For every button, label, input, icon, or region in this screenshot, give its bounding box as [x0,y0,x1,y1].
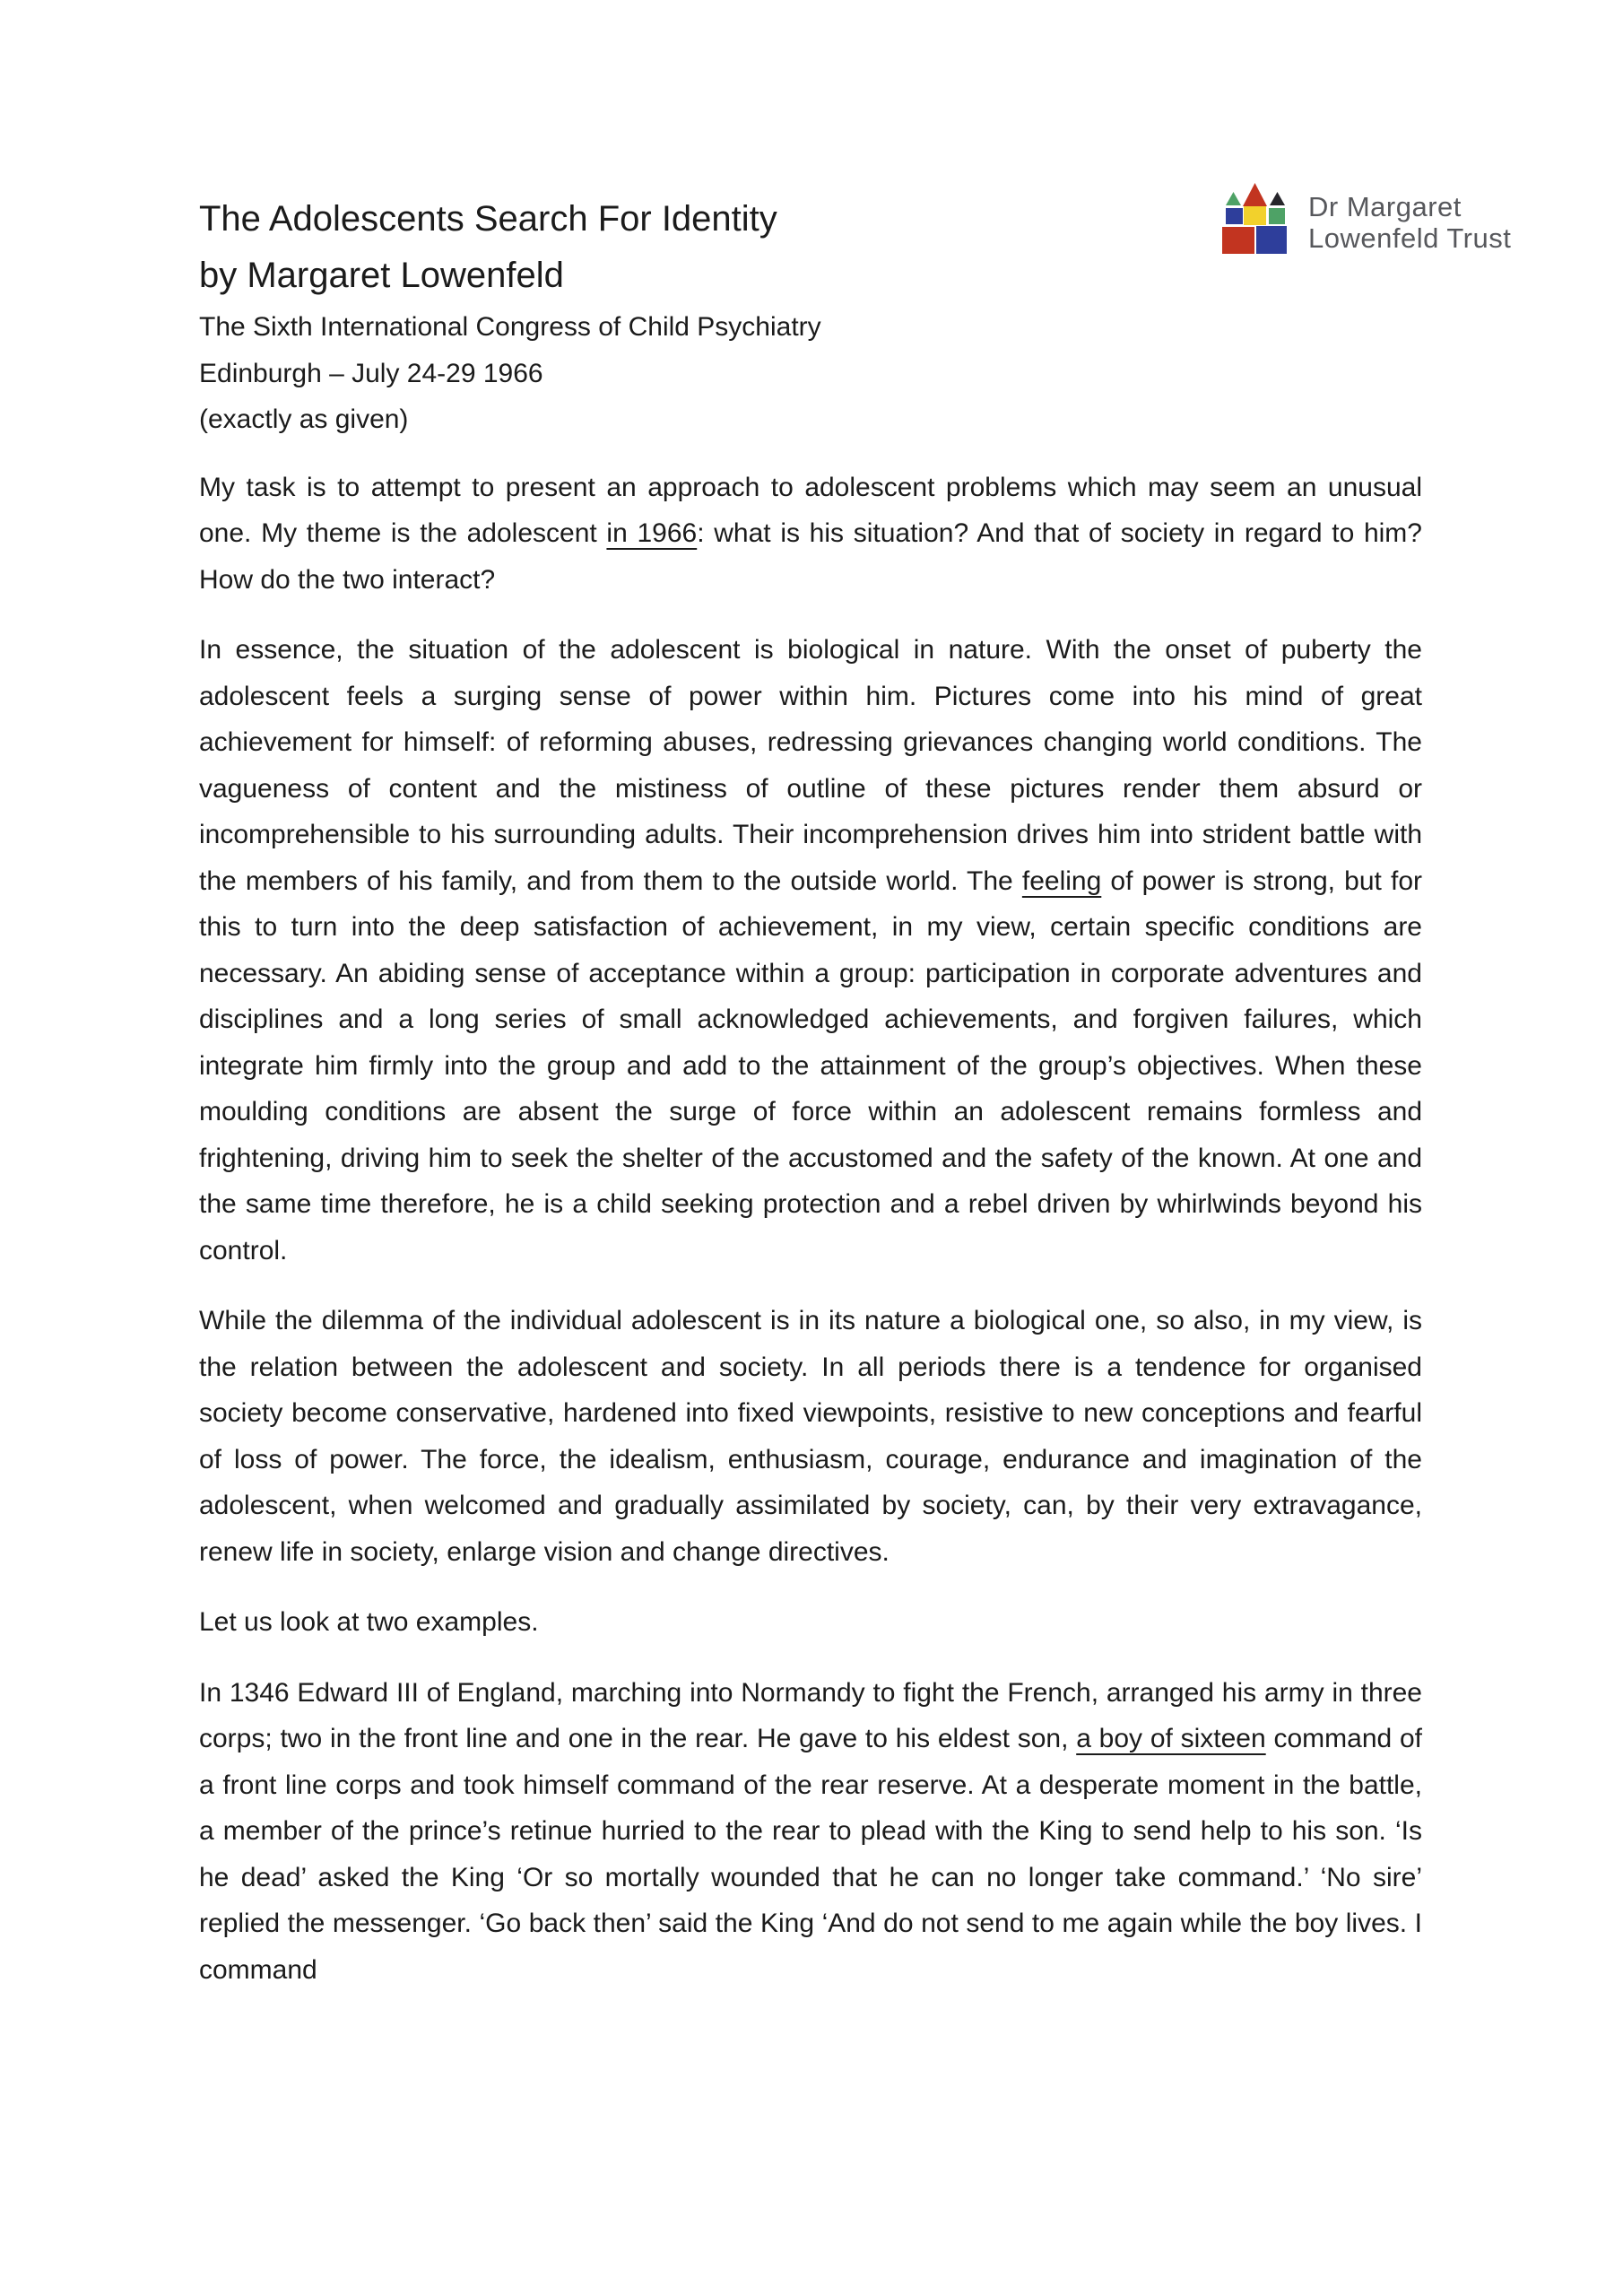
underlined-text: a boy of sixteen [1076,1724,1266,1753]
paragraph-2: In essence, the situation of the adolescent is biological in nature. With the onset of puberty the adolescent feels a surging sense of power within him. Pictures come into his mind of great achievement for himself: of reforming abuses, redressing grievances changing world conditions. The vagueness of content and the mistiness of outline of these pictures render them absurd or incomprehensible to his surrounding adults. Their incomprehension drives him into strident battle with the members of his family, and from them to the outside world. The feeling of power is strong, but for this to turn into the deep satisfaction of achievement, in my view, certain specific conditions are necessary. An abiding sense of acceptance within a group: participation in corporate adventures and disciplines and a long series of small acknowledged achievements, and forgiven failures, which integrate him firmly into the group and add to the attainment of the group’s objectives. When these moulding conditions are absent the surge of force within an adolescent remains formless and frightening, driving him to seek the shelter of the accustomed and the safety of the known. At one and the same time therefore, he is a child seeking protection and a rebel driven by whirlwinds beyond his control. [199,635,1422,1265]
document-content [199,191,1422,1993]
location-date-line: Edinburgh – July 24-29 1966 [199,358,543,388]
underlined-text: in 1966 [606,518,698,548]
paragraph-4: Let us look at two examples. [199,1607,539,1637]
logo-text-line1: Dr Margaret [1308,191,1462,222]
paragraph-3: While the dilemma of the individual adolescent is in its nature a biological one, so also, in my view, is the relation between the adolescent and society. In all periods there is a tendence for organised society become conservative, hardened into fixed viewpoints, resistive to new conceptions and fearful of loss of power. The force, the idealism, enthusiasm, courage, endurance and imagination of the adolescent, when welcomed and gradually assimilated by society, can, by their very extravagance, renew life in society, enlarge vision and change directives. [199,1306,1422,1567]
underlined-text: feeling [1021,865,1102,896]
note-line: (exactly as given) [199,404,409,434]
paragraph-5: In 1346 Edward III of England, marching into Normandy to fight the French, arranged his army in three corps; two in the front line and one in the rear. He gave to his eldest son, a boy of sixteen command of a front line corps and took himself command of the rear reserve. At a desperate moment in the battle, a member of the prince’s retinue hurried to the rear to plead with the King to send help to his son. ‘Is he dead’ asked the King ‘Or so mortally wounded that he can no longer take command.’ ‘No sire’ replied the messenger. ‘Go back then’ said the King ‘And do not send to me again while the boy lives. I command [199,1677,1422,1985]
paragraph-1: My task is to attempt to present an approach to adolescent problems which may seem an unusual one. My theme is the adolescent in 1966: what is his situation? And that of society in regard to him? How do the two interact? [199,472,1422,595]
congress-line: The Sixth International Congress of Child Psychiatry [199,312,821,342]
document-byline: by Margaret Lowenfeld [199,256,564,295]
logo-text-line2: Lowenfeld Trust [1308,222,1512,254]
document-title: The Adolescents Search For Identity [199,199,777,239]
